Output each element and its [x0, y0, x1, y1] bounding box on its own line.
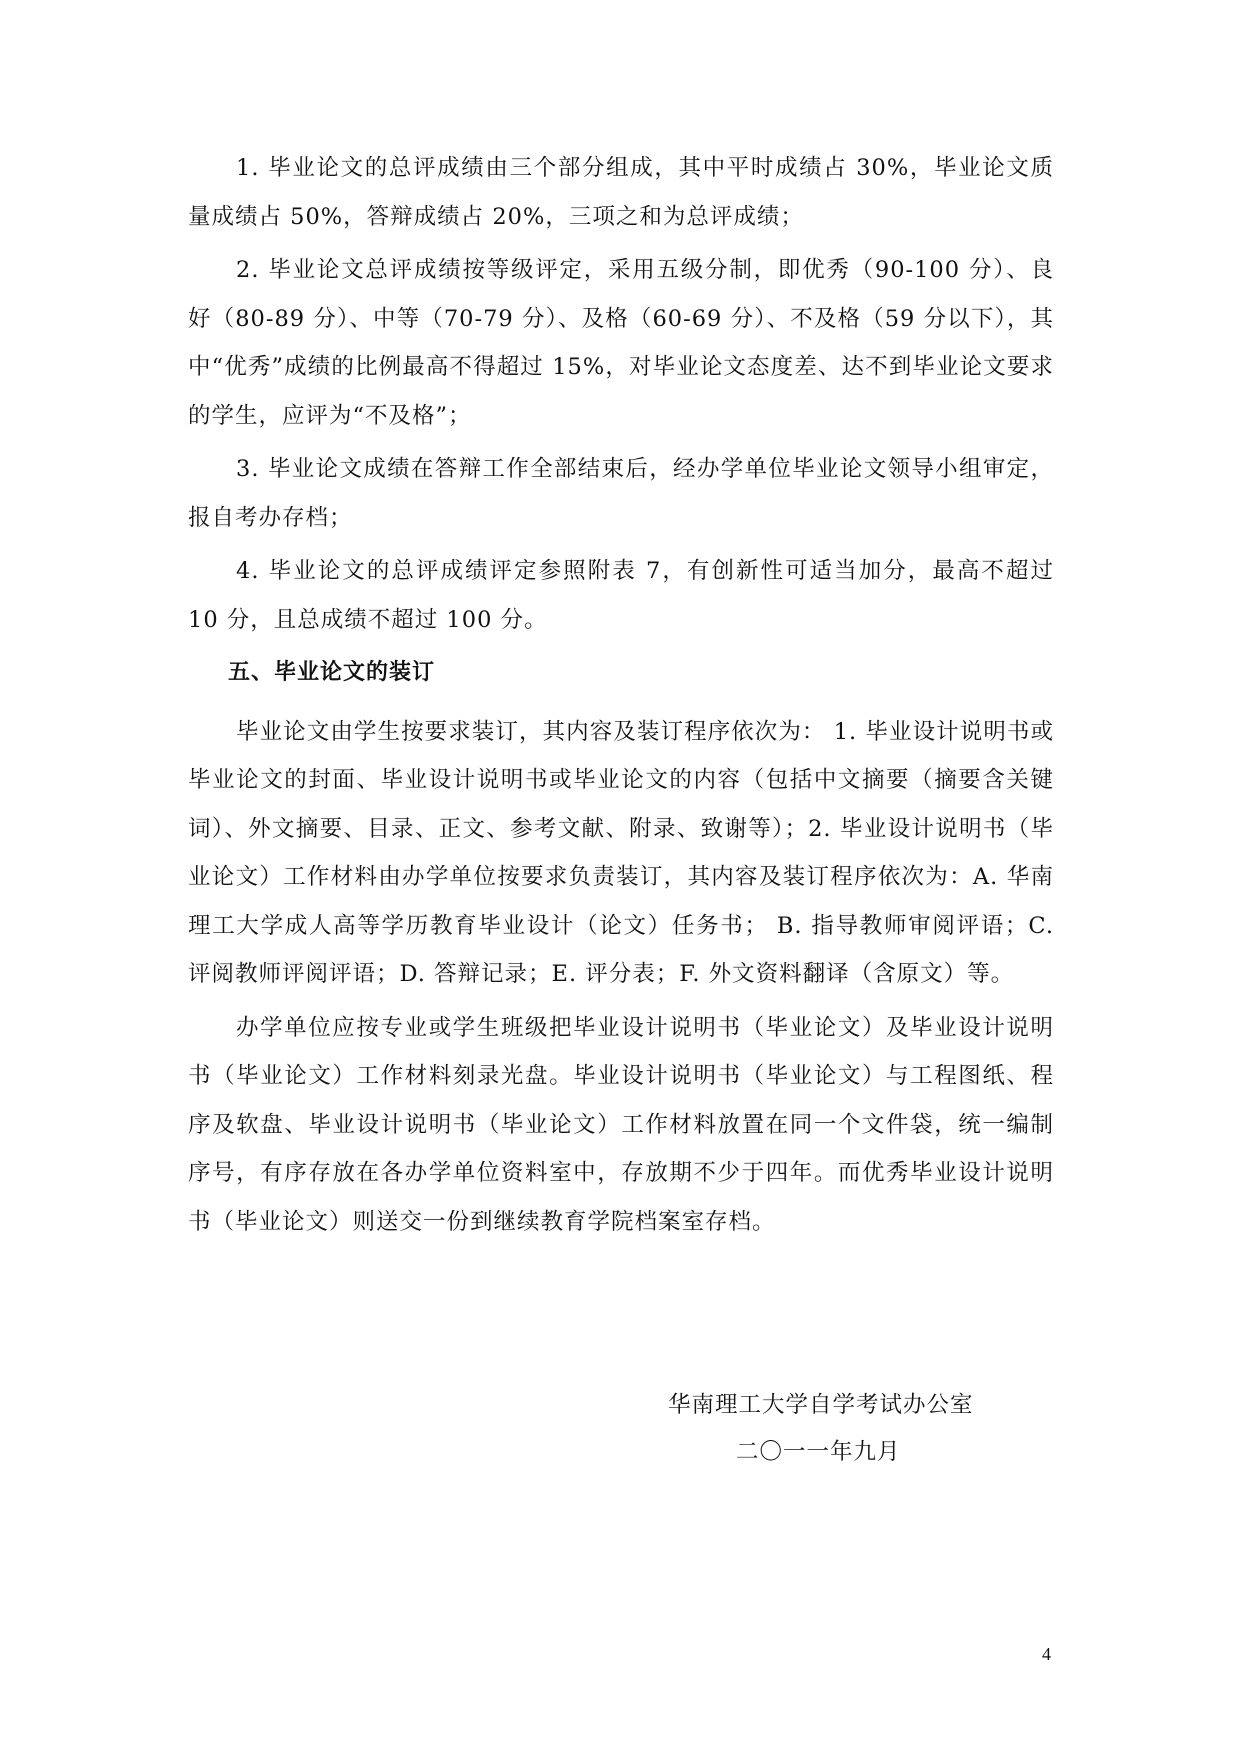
binding-paragraph-1: 毕业论文由学生按要求装订，其内容及装订程序依次为： 1. 毕业设计说明书或毕业论文的封面、毕业设计说明书或毕业论文的内容（包括中文摘要（摘要含关键词）、外文摘要、目录、正文、参考文献、附录、致谢等）；2. 毕业设计说明书（毕业论文）工作材料由办学单位按要求负责装订，其内容及装订程序依次为：A. 华南理工大学成人高等学历教育毕业设计（论文）任务书； B. 指导教师审阅评语；C. 评阅教师评阅评语；D. 答辩记录；E. 评分表；F. 外文资料翻译（含原文）等。: [188, 718, 1054, 987]
grading-item-2: 2. 毕业论文总评成绩按等级评定，采用五级分制，即优秀（90-100 分）、良好（80-89 分）、中等（70-79 分）、及格（60-69 分）、不及格（59 分以下），其中“优秀”成绩的比例最高不得超过 15%，对毕业论文态度差、达不到毕业论文要求的学生，应评为“不及格”；: [188, 257, 1054, 429]
page-number: 4: [1042, 1644, 1051, 1664]
signature-organization: 华南理工大学自学考试办公室: [668, 1392, 974, 1418]
signature-date: 二〇一一年九月: [736, 1439, 901, 1465]
grading-item-4: 4. 毕业论文的总评成绩评定参照附表 7，有创新性可适当加分，最高不超过 10 分，且总成绩不超过 100 分。: [188, 558, 1054, 633]
grading-item-1: 1. 毕业论文的总评成绩由三个部分组成，其中平时成绩占 30%，毕业论文质量成绩占 50%，答辩成绩占 20%，三项之和为总评成绩；: [188, 155, 1054, 230]
section-heading: 五、毕业论文的装订: [228, 660, 436, 685]
grading-item-3: 3. 毕业论文成绩在答辩工作全部结束后，经办学单位毕业论文领导小组审定，报自考办存档；: [188, 456, 1054, 531]
binding-paragraph-2: 办学单位应按专业或学生班级把毕业设计说明书（毕业论文）及毕业设计说明书（毕业论文）工作材料刻录光盘。毕业设计说明书（毕业论文）与工程图纸、程序及软盘、毕业设计说明书（毕业论文）工作材料放置在同一个文件袋，统一编制序号，有序存放在各办学单位资料室中，存放期不少于四年。而优秀毕业设计说明书（毕业论文）则送交一份到继续教育学院档案室存档。: [188, 1014, 1054, 1235]
page-body: [188, 144, 1054, 1251]
